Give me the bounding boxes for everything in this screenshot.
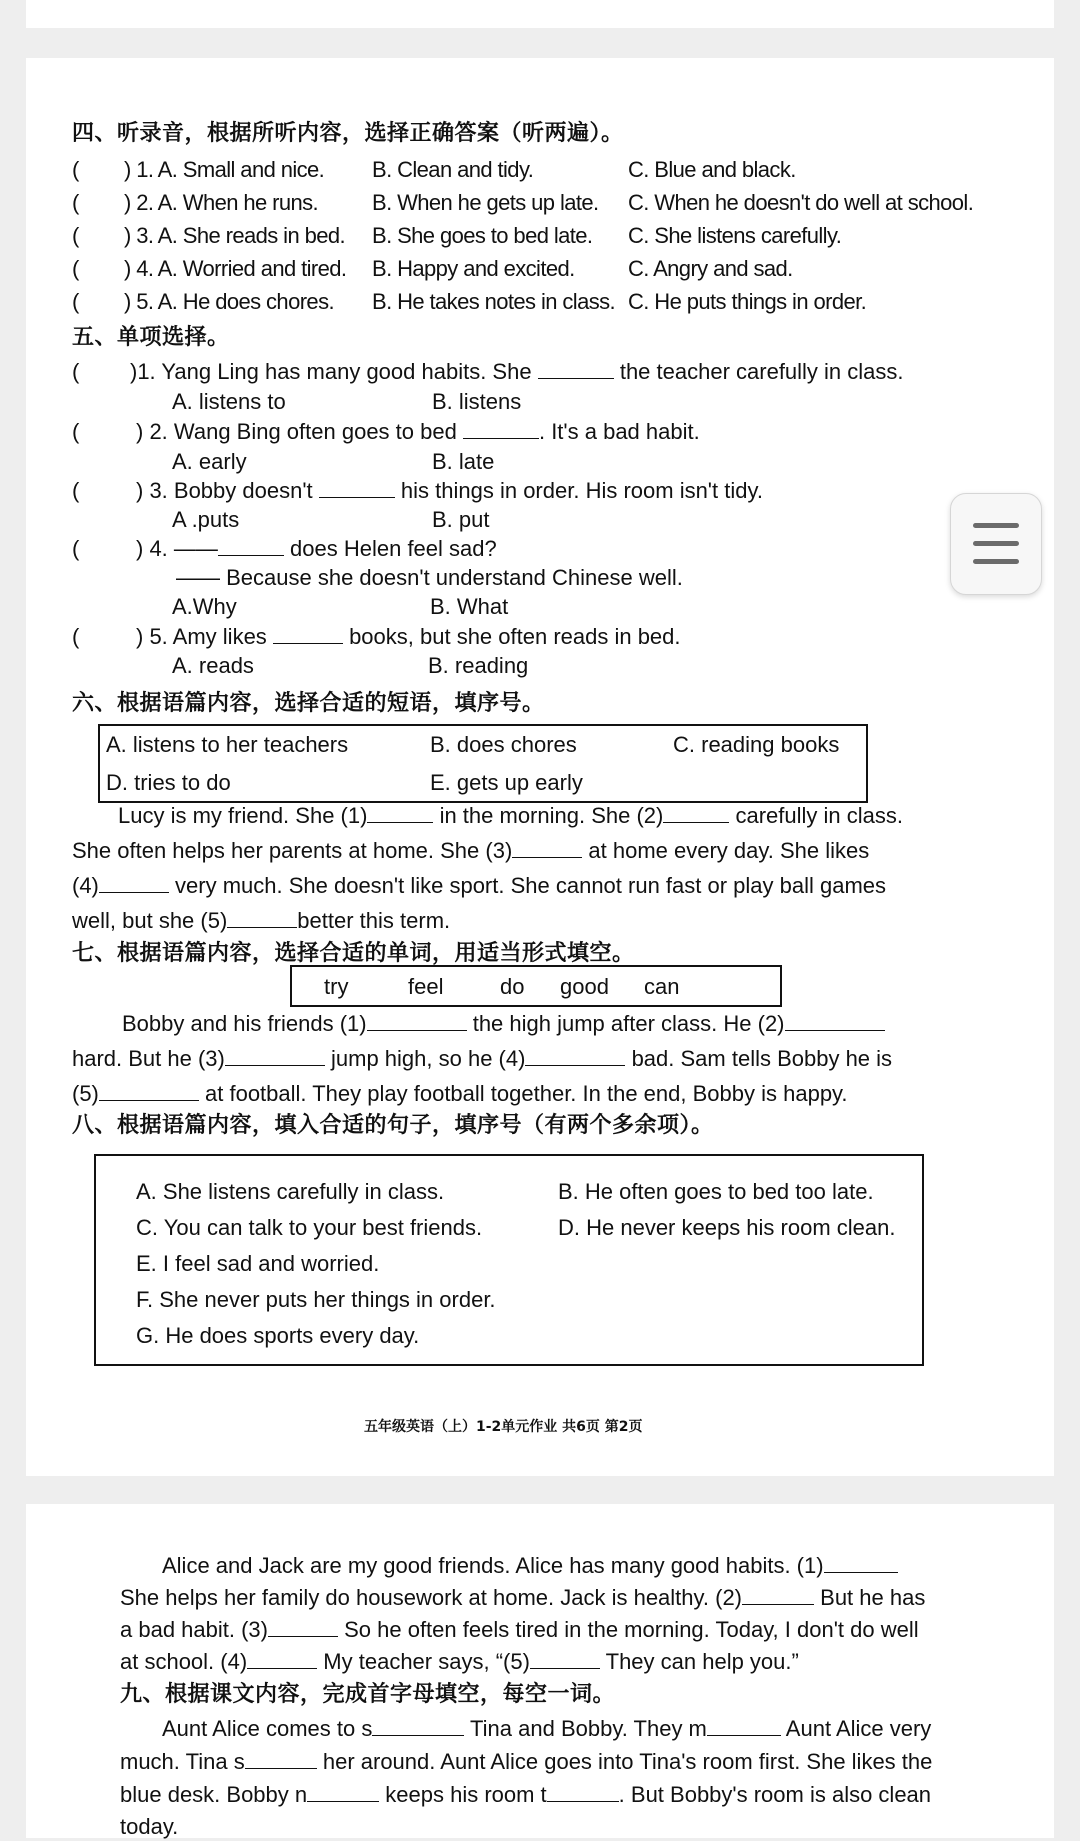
next-blank-4[interactable] bbox=[247, 1650, 317, 1669]
section-7-heading: 七、根据语篇内容，选择合适的单词，用适当形式填空。 bbox=[72, 941, 635, 966]
phrase-option-e: E. gets up early bbox=[430, 770, 583, 795]
phrase-options-box bbox=[98, 724, 868, 803]
s6-passage-line-1: Lucy is my friend. She (1) in the morning. She (2) carefully in class. bbox=[118, 803, 903, 828]
sentence-option-b: B. He often goes to bed too late. bbox=[558, 1179, 874, 1204]
q4-5-option-a: ) 5. A. He does chores. bbox=[124, 289, 334, 314]
q4-2-option-a: ) 2. A. When he runs. bbox=[124, 190, 319, 215]
q5-1-paren: ( bbox=[72, 359, 80, 384]
s6-passage-line-3: (4) very much. She doesn't like sport. She cannot run fast or play ball games bbox=[72, 873, 887, 898]
s6-blank-4[interactable] bbox=[99, 874, 169, 893]
q4-5-option-c: C. He puts things in order. bbox=[628, 289, 867, 314]
q5-4-paren: ( bbox=[72, 536, 80, 561]
s6-blank-1[interactable] bbox=[367, 804, 433, 823]
s6-passage-line-2: She often helps her parents at home. She (3) at home every day. She likes bbox=[72, 838, 870, 863]
q5-5-stem: ) 5. Amy likes books, but she often reads in bed. bbox=[136, 624, 681, 649]
q5-4-option-b: B. What bbox=[430, 594, 509, 619]
floating-menu-button[interactable] bbox=[950, 493, 1042, 595]
q4-3-option-c: C. She listens carefully. bbox=[628, 223, 842, 248]
phrase-option-a: A. listens to her teachers bbox=[106, 732, 349, 757]
q4-2-paren: ( bbox=[72, 190, 80, 215]
phrase-option-b: B. does chores bbox=[430, 732, 577, 757]
word-good: good bbox=[560, 974, 609, 999]
q4-5-option-b: B. He takes notes in class. bbox=[372, 289, 616, 314]
q4-1-option-c: C. Blue and black. bbox=[628, 157, 796, 182]
s7-blank-4[interactable] bbox=[525, 1047, 625, 1066]
q5-4-stem: ) 4. —— does Helen feel sad? bbox=[136, 536, 497, 561]
s9-blank-1[interactable] bbox=[372, 1717, 464, 1736]
q4-4-option-b: B. Happy and excited. bbox=[372, 256, 575, 281]
q4-1-paren: ( bbox=[72, 157, 80, 182]
word-feel: feel bbox=[408, 974, 444, 999]
s9-blank-5[interactable] bbox=[547, 1783, 619, 1802]
sentence-options-box bbox=[94, 1154, 924, 1366]
word-try: try bbox=[324, 974, 349, 999]
s7-passage-line-2: hard. But he (3) jump high, so he (4) bad. Sam tells Bobby he is bbox=[72, 1046, 893, 1071]
q5-2-blank[interactable] bbox=[463, 420, 539, 439]
phrase-option-c: C. reading books bbox=[673, 732, 840, 757]
word-can: can bbox=[644, 974, 680, 999]
sentence-option-c: C. You can talk to your best friends. bbox=[136, 1215, 483, 1240]
s9-blank-2[interactable] bbox=[707, 1717, 781, 1736]
q5-3-blank[interactable] bbox=[319, 479, 395, 498]
section-6-heading: 六、根据语篇内容，选择合适的短语，填序号。 bbox=[72, 691, 545, 716]
next-blank-1[interactable] bbox=[824, 1554, 898, 1573]
section-8-heading: 八、根据语篇内容，填入合适的句子，填序号（有两个多余项）。 bbox=[72, 1113, 714, 1138]
previous-page-fragment bbox=[26, 0, 1054, 28]
next-passage-line-2: She helps her family do housework at home. Jack is healthy. (2) But he has bbox=[120, 1585, 926, 1610]
q4-3-paren: ( bbox=[72, 223, 80, 248]
q5-2-paren: ( bbox=[72, 419, 80, 444]
s7-blank-3[interactable] bbox=[225, 1047, 325, 1066]
next-blank-3[interactable] bbox=[268, 1618, 338, 1637]
q4-4-option-a: ) 4. A. Worried and tired. bbox=[124, 256, 347, 281]
q5-3-option-b: B. put bbox=[432, 507, 490, 532]
q4-2-option-c: C. When he doesn't do well at school. bbox=[628, 190, 974, 215]
section-9-heading: 九、根据课文内容，完成首字母填空，每空一词。 bbox=[120, 1682, 616, 1707]
q5-2-option-a: A. early bbox=[172, 449, 247, 474]
s6-blank-3[interactable] bbox=[512, 839, 582, 858]
q5-5-option-a: A. reads bbox=[172, 653, 254, 678]
s9-blank-4[interactable] bbox=[307, 1783, 379, 1802]
q5-1-option-a: A. listens to bbox=[172, 389, 286, 414]
s7-blank-5[interactable] bbox=[99, 1082, 199, 1101]
q5-4-blank[interactable] bbox=[218, 537, 284, 556]
q4-3-option-a: ) 3. A. She reads in bed. bbox=[124, 223, 346, 248]
q5-3-option-a: A .puts bbox=[172, 507, 240, 532]
q5-2-stem: ) 2. Wang Bing often goes to bed . It's a bad habit. bbox=[136, 419, 700, 444]
s7-passage-line-1: Bobby and his friends (1) the high jump after class. He (2) bbox=[122, 1010, 885, 1038]
s6-blank-5[interactable] bbox=[227, 909, 297, 928]
q4-1-option-a: ) 1. A. Small and nice. bbox=[124, 157, 325, 182]
q5-4-answer-line: —— Because she doesn't understand Chinese well. bbox=[176, 565, 683, 590]
s9-passage-line-1: Aunt Alice comes to s Tina and Bobby. They m Aunt Alice very bbox=[162, 1716, 932, 1741]
q5-5-paren: ( bbox=[72, 624, 80, 649]
section-4-heading: 四、听录音，根据所听内容，选择正确答案（听两遍）。 bbox=[72, 121, 624, 146]
q5-1-blank[interactable] bbox=[538, 360, 614, 379]
s9-passage-line-3: blue desk. Bobby n keeps his room t . But Bobby's room is also clean bbox=[120, 1782, 932, 1807]
sentence-option-g: G. He does sports every day. bbox=[136, 1323, 420, 1348]
q5-5-blank[interactable] bbox=[273, 625, 343, 644]
q5-4-option-a: A.Why bbox=[172, 594, 237, 619]
next-passage-line-1: Alice and Jack are my good friends. Alice has many good habits. (1) bbox=[162, 1552, 898, 1580]
s6-passage-line-4: well, but she (5) better this term. bbox=[72, 908, 451, 933]
q4-1-option-b: B. Clean and tidy. bbox=[372, 157, 534, 182]
q5-1-stem: )1. Yang Ling has many good habits. She the teacher carefully in class. bbox=[130, 359, 904, 384]
phrase-option-d: D. tries to do bbox=[106, 770, 231, 795]
next-blank-2[interactable] bbox=[742, 1586, 814, 1605]
s7-blank-2[interactable] bbox=[785, 1012, 885, 1031]
word-do: do bbox=[500, 974, 525, 999]
next-passage-line-3: a bad habit. (3) So he often feels tired in the morning. Today, I don't do well bbox=[120, 1617, 919, 1642]
s9-passage-line-4: today. bbox=[120, 1814, 179, 1839]
page-footer: 五年级英语（上）1-2单元作业 共6页 第2页 bbox=[364, 1419, 643, 1435]
sentence-option-f: F. She never puts her things in order. bbox=[136, 1287, 496, 1312]
q5-3-stem: ) 3. Bobby doesn't his things in order. His room isn't tidy. bbox=[136, 478, 763, 503]
s6-blank-2[interactable] bbox=[663, 804, 729, 823]
q5-3-paren: ( bbox=[72, 478, 80, 503]
q5-5-option-b: B. reading bbox=[428, 653, 529, 678]
s9-blank-3[interactable] bbox=[245, 1750, 317, 1769]
next-passage-line-4: at school. (4) My teacher says, “(5) They can help you.” bbox=[120, 1649, 799, 1674]
s7-blank-1[interactable] bbox=[367, 1012, 467, 1031]
sentence-option-d: D. He never keeps his room clean. bbox=[558, 1215, 896, 1240]
q4-3-option-b: B. She goes to bed late. bbox=[372, 223, 593, 248]
sentence-option-a: A. She listens carefully in class. bbox=[136, 1179, 445, 1204]
s9-passage-line-2: much. Tina s her around. Aunt Alice goes into Tina's room first. She likes the bbox=[120, 1749, 933, 1774]
sentence-option-e: E. I feel sad and worried. bbox=[136, 1251, 380, 1276]
q4-4-paren: ( bbox=[72, 256, 80, 281]
q4-4-option-c: C. Angry and sad. bbox=[628, 256, 793, 281]
q4-5-paren: ( bbox=[72, 289, 80, 314]
q5-2-option-b: B. late bbox=[432, 449, 495, 474]
section-5-heading: 五、单项选择。 bbox=[72, 325, 230, 350]
word-options-box bbox=[290, 965, 782, 1007]
q5-1-option-b: B. listens bbox=[432, 389, 522, 414]
s7-passage-line-3: (5) at football. They play football together. In the end, Bobby is happy. bbox=[72, 1081, 848, 1106]
q4-2-option-b: B. When he gets up late. bbox=[372, 190, 599, 215]
next-blank-5[interactable] bbox=[530, 1650, 600, 1669]
